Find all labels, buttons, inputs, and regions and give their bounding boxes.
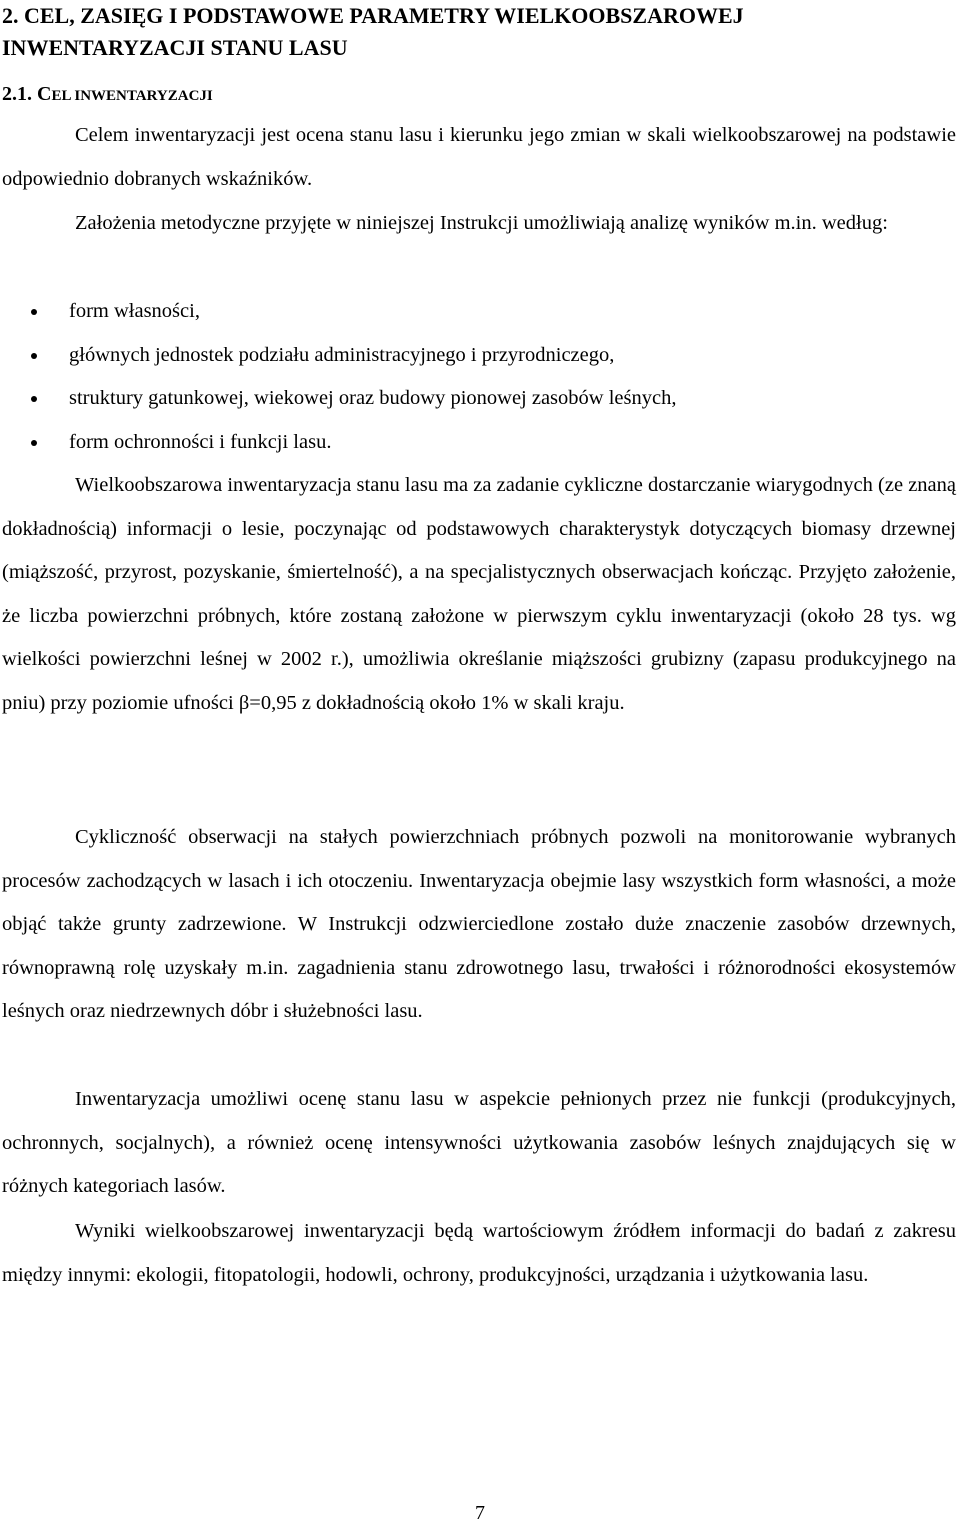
analysis-criteria-list: [0, 290, 900, 464]
paragraph-assumptions: Założenia metodyczne przyjęte w niniejszej Instrukcji umożliwiają analizę wyników m.in. według:: [75, 212, 888, 234]
section-heading: [2, 80, 213, 110]
list-item: głównych jednostek podziału administracyjnego i przyrodniczego,: [0, 334, 900, 378]
bullet-icon: [31, 353, 37, 359]
paragraph-inventory-task: Wielkoobszarowa inwentaryzacja stanu lasu ma za zadanie cykliczne dostarczanie wiarygodnych (ze znaną dokładnością) informacji o lesie, poczynając od podstawowych charakterystyk dotyczących biomasy drzewnej (miąższość, przyrost, pozyskanie, śmiertelność), a na specjalistycznych obserwacjach kończąc. Przyjęto założenie, że liczba powierzchni próbnych, które zostaną założone w pierwszym cyklu inwentaryzacji (około 28 tys. wg wielkości powierzchni leśnej w 2002 r.), umożliwia określanie miąższości grubizny (zapasu produkcyjnego na pniu) przy poziomie ufności β=0,95 z dokładnością około 1% w skali kraju.: [2, 474, 956, 714]
section-number: 2.1. C: [2, 83, 52, 105]
paragraph-results: Wyniki wielkoobszarowej inwentaryzacji będą wartościowym źródłem informacji do badań z zakresu między innymi: ekologii, fitopatologii, hodowli, ochrony, produkcyjności, urządzania i użytkowania lasu.: [2, 1220, 956, 1286]
bullet-icon: [31, 309, 37, 315]
list-item: form własności,: [0, 290, 900, 334]
paragraph-cyclicity: Cykliczność obserwacji na stałych powierzchniach próbnych pozwoli na monitorowanie wybranych procesów zachodzących w lasach i ich otoczeniu. Inwentaryzacja obejmie lasy wszystkich form własności, a może objąć także grunty zadrzewione. W Instrukcji odzwierciedlone zostało duże znaczenie zasobów drzewnych, równoprawną rolę uzyskały m.in. zagadnienia stanu zdrowotnego lasu, trwałości i różnorodności ekosystemów leśnych oraz niedrzewnych dóbr i służebności lasu.: [2, 826, 956, 1023]
bullet-icon: [31, 396, 37, 402]
paragraph-assessment: Inwentaryzacja umożliwi ocenę stanu lasu w aspekcie pełnionych przez nie funkcji (produkcyjnych, ochronnych, socjalnych), a również ocenę intensywności użytkowania zasobów leśnych znajdujących się w różnych kategoriach lasów.: [2, 1088, 956, 1198]
page-number: 7: [475, 1502, 485, 1524]
bullet-icon: [31, 440, 37, 446]
list-item: struktury gatunkowej, wiekowej oraz budowy pionowej zasobów leśnych,: [0, 377, 900, 421]
section-title: EL INWENTARYZACJI: [51, 88, 213, 104]
list-item: form ochronności i funkcji lasu.: [0, 421, 900, 465]
chapter-heading: 2. CEL, ZASIĘG I PODSTAWOWE PARAMETRY WIELKOOBSZAROWEJ INWENTARYZACJI STANU LASU: [2, 3, 744, 60]
paragraph-purpose: Celem inwentaryzacji jest ocena stanu lasu i kierunku jego zmian w skali wielkoobszarowej na podstawie odpowiednio dobranych wskaźników.: [2, 124, 956, 190]
